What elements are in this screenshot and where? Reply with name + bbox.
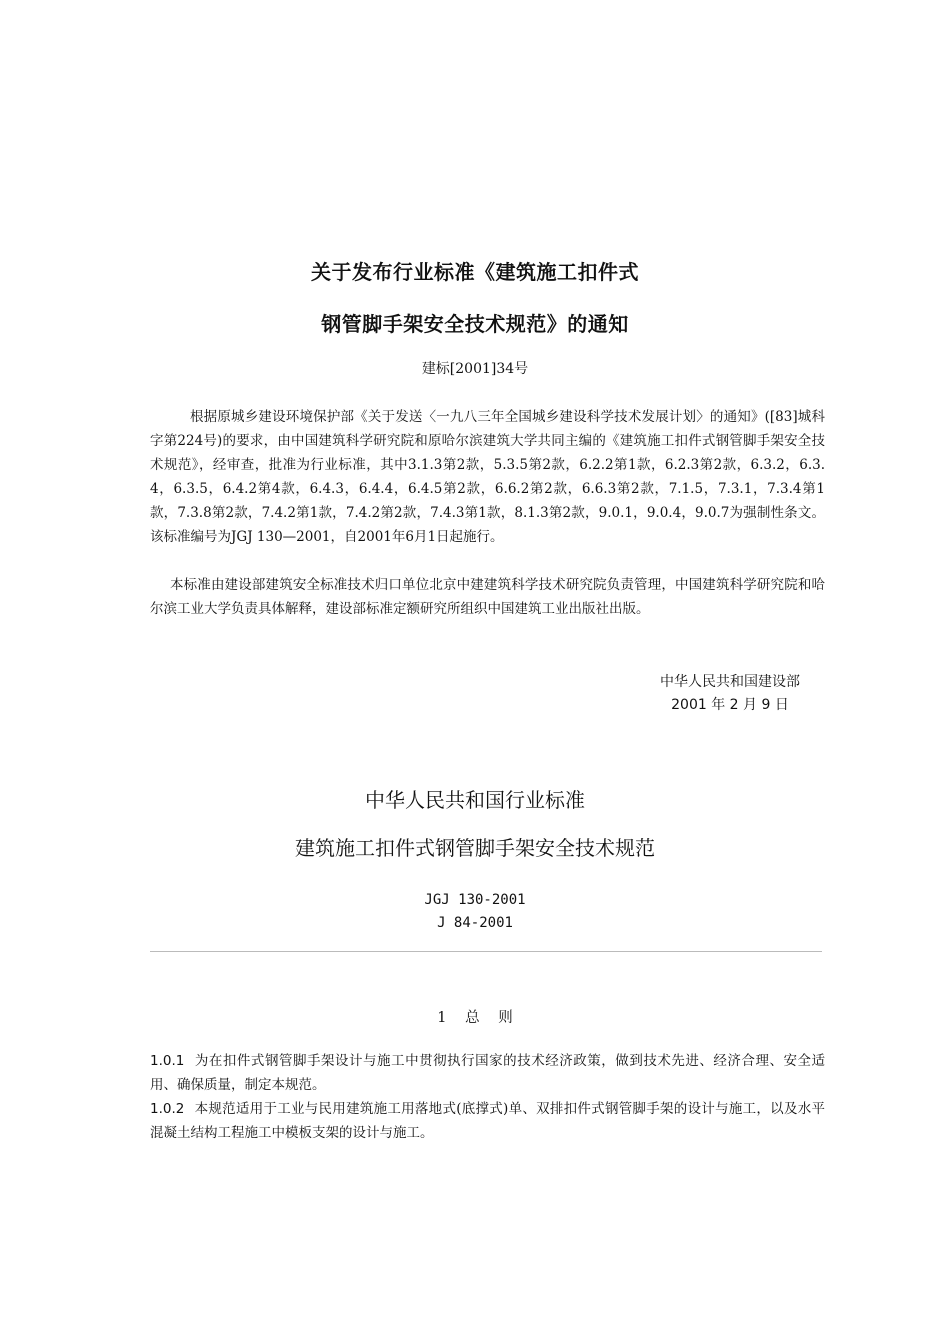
signature-organization: 中华人民共和国建设部 [660,674,800,690]
clause-number: 1.0.1 [150,1053,185,1069]
signature-date: 2001 年 2 月 9 日 [671,697,789,713]
standard-title-line2: 建筑施工扣件式钢管脚手架安全技术规范 [295,836,655,860]
notice-title-line1: 关于发布行业标准《建筑施工扣件式 [311,260,639,284]
document-number: 建标[2001]34号 [421,361,529,377]
divider-line [150,951,822,952]
standard-code-jgj: JGJ 130-2001 [424,892,526,908]
standard-code-j: J 84-2001 [437,915,513,931]
notice-title-line2: 钢管脚手架安全技术规范》的通知 [321,312,629,336]
clause-text: 为在扣件式钢管脚手架设计与施工中贯彻执行国家的技术经济政策，做到技术先进、经济合理、安全适用、确保质量，制定本规范。 [150,1053,825,1093]
standard-title-line1: 中华人民共和国行业标准 [365,788,585,812]
clause-text: 本规范适用于工业与民用建筑施工用落地式(底撑式)单、双排扣件式钢管脚手架的设计与施工，以及水平混凝土结构工程施工中模板支架的设计与施工。 [150,1101,825,1141]
notice-paragraph-2: 本标准由建设部建筑安全标准技术归口单位北京中建建筑科学技术研究院负责管理，中国建筑科学研究院和哈尔滨工业大学负责具体解释，建设部标准定额研究所组织中国建筑工业出版社出版。 [150,577,825,617]
clause-1-0-2 [150,1097,825,1145]
clause-1-0-1 [150,1049,825,1097]
chapter-heading: 1 总 则 [437,1010,513,1026]
clause-number: 1.0.2 [150,1101,185,1117]
notice-paragraph-1: 根据原城乡建设环境保护部《关于发送〈一九八三年全国城乡建设科学技术发展计划〉的通知》([83]城科字第224号)的要求，由中国建筑科学研究院和原哈尔滨建筑大学共同主编的《建筑施工扣件式钢管脚手架安全技术规范》，经审查，批准为行业标准，其中3.1.3第2款，5.3.5第2款，6.2.2第1款，6.2.3第2款，6.3.2，6.3.4，6.3.5，6.4.2第4款，6.4.3，6.4.4，6.4.5第2款，6.6.2第2款，6.6.3第2款，7.1.5，7.3.1，7.3.4第1款，7.3.8第2款，7.4.2第1款，7.4.2第2款，7.4.3第1款，8.1.3第2款，9.0.1，9.0.4，9.0.7为强制性条文。该标准编号为JGJ 130—2001，自2001年6月1日起施行。 [150,409,825,545]
